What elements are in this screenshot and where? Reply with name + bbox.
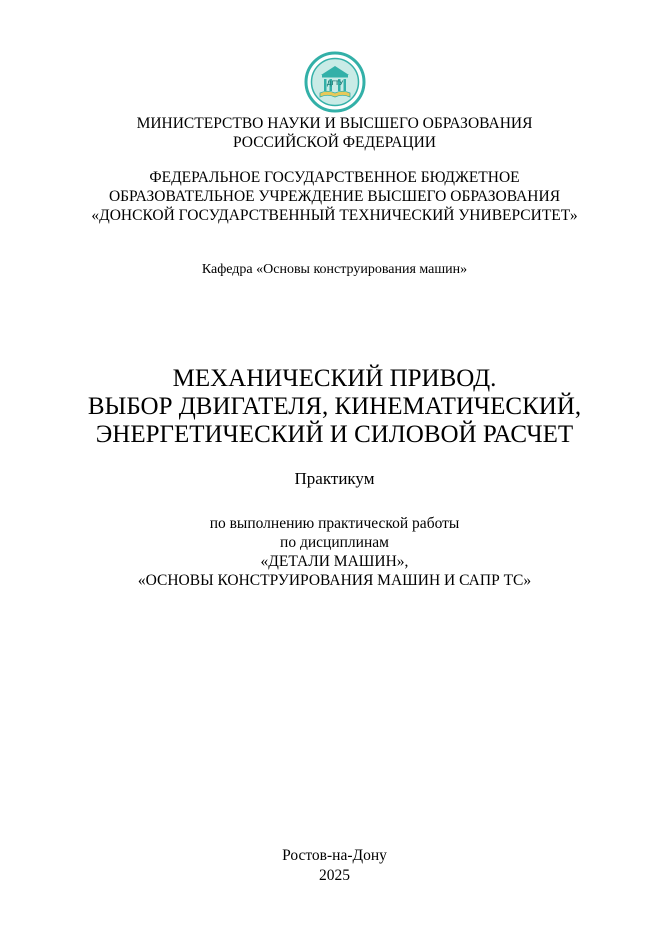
publication-city: Ростов-на-Дону [282, 847, 387, 864]
institution-line-3: «ДОНСКОЙ ГОСУДАРСТВЕННЫЙ ТЕХНИЧЕСКИЙ УНИВЕРСИТЕТ» [91, 207, 578, 224]
purpose-line-3: «ДЕТАЛИ МАШИН», [260, 553, 409, 570]
title-line-3: ЭНЕРГЕТИЧЕСКИЙ И СИЛОВОЙ РАСЧЕТ [95, 421, 574, 448]
purpose-line-1: по выполнению практической работы [209, 515, 460, 532]
document-genre: Практикум [294, 469, 375, 488]
institution-line-2: ОБРАЗОВАТЕЛЬНОЕ УЧРЕЖДЕНИЕ ВЫСШЕГО ОБРАЗОВАНИЯ [108, 188, 561, 205]
university-emblem-icon [304, 51, 366, 113]
purpose-line-4: «ОСНОВЫ КОНСТРУИРОВАНИЯ МАШИН И САПР ТС» [137, 572, 532, 589]
purpose-line-2: по дисциплинам [280, 534, 389, 551]
title-line-1: МЕХАНИЧЕСКИЙ ПРИВОД. [172, 365, 497, 392]
title-line-2: ВЫБОР ДВИГАТЕЛЯ, КИНЕМАТИЧЕСКИЙ, [87, 393, 582, 420]
logo-text: ДГТУ [326, 80, 344, 87]
institution-line-1: ФЕДЕРАЛЬНОЕ ГОСУДАРСТВЕННОЕ БЮДЖЕТНОЕ [149, 169, 520, 186]
ministry-line-1: МИНИСТЕРСТВО НАУКИ И ВЫСШЕГО ОБРАЗОВАНИЯ [136, 115, 533, 132]
publication-year: 2025 [319, 867, 350, 884]
department-name: Кафедра «Основы конструирования машин» [201, 262, 468, 277]
ministry-line-2: РОССИЙСКОЙ ФЕДЕРАЦИИ [233, 134, 436, 151]
